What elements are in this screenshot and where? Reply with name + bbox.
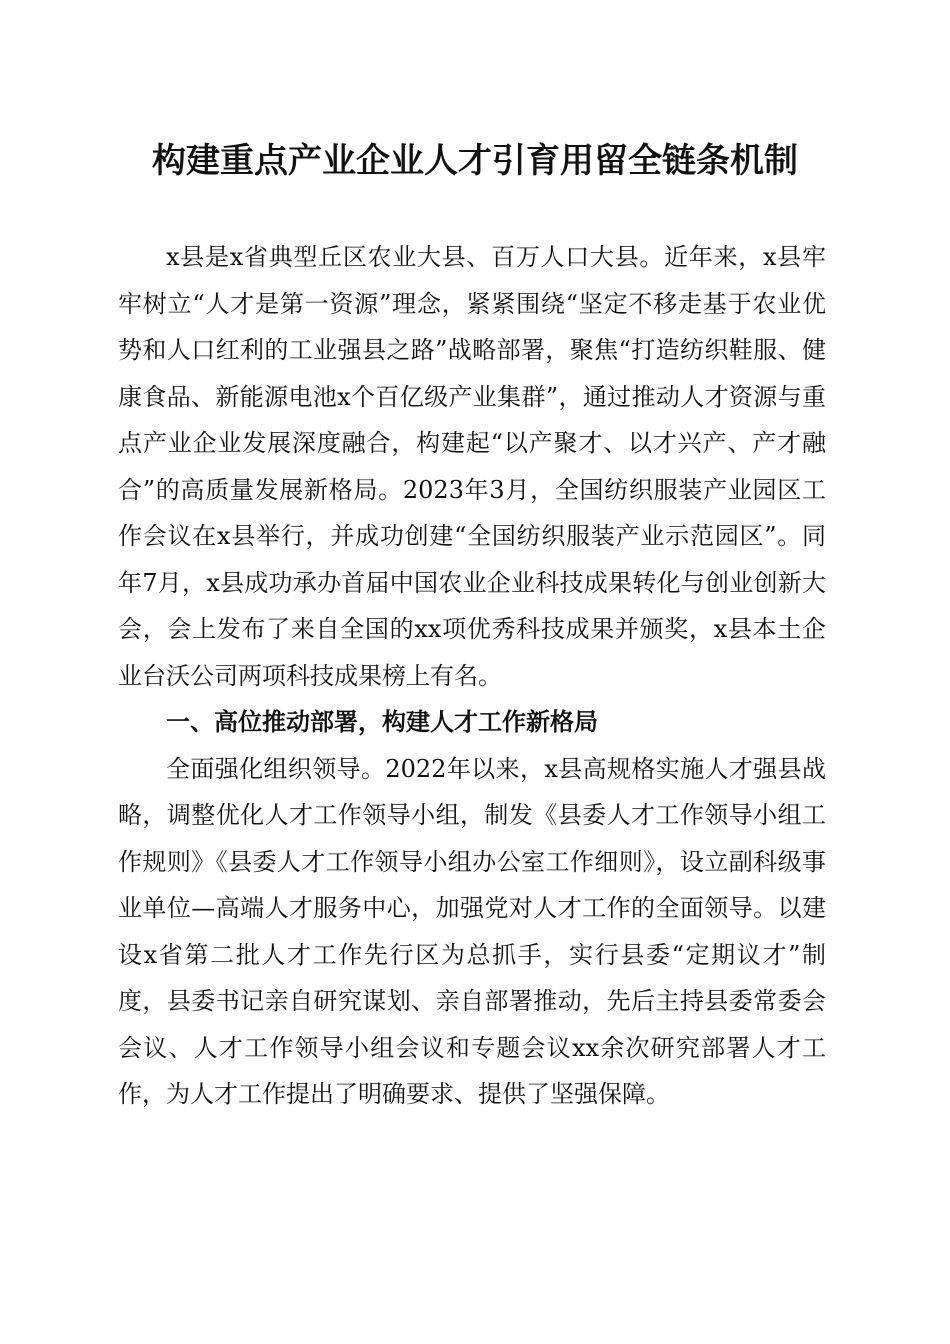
section-paragraph: 全面强化组织领导。2022年以来，x县高规格实施人才强县战略，调整优化人才工作领导小组，制发《县委人才工作领导小组工作规则》《县委人才工作领导小组办公室工作细则》，设立副科级事业单位—高端人才服务中心，加强党对人才工作的全面领导。以建设x省第二批人才工作先行区为总抓手，实行县委“定期议才”制度，县委书记亲自研究谋划、亲自部署推动，先后主持县委常委会会议、人才工作领导小组会议和专题会议xx余次研究部署人才工作，为人才工作提出了明确要求、提供了坚强保障。 [118, 754, 826, 1108]
document-title: 构建重点产业企业人才引育用留全链条机制 [152, 141, 798, 181]
section-heading: 一、高位推动部署，构建人才工作新格局 [166, 708, 598, 736]
intro-paragraph: x县是x省典型丘区农业大县、百万人口大县。近年来，x县牢牢树立“人才是第一资源”理念，紧紧围绕“坚定不移走基于农业优势和人口红利的工业强县之路”战略部署，聚焦“打造纺织鞋服、健康食品、新能源电池x个百亿级产业集群”，通过推动人才资源与重点产业企业发展深度融合，构建起“以产聚才、以才兴产、产才融合”的高质量发展新格局。2023年3月，全国纺织服装产业园区工作会议在x县举行，并成功创建“全国纺织服装产业示范园区”。同年7月，x县成功承办首届中国农业企业科技成果转化与创业创新大会，会上发布了来自全国的xx项优秀科技成果并颁奖，x县本土企业台沃公司两项科技成果榜上有名。 [118, 243, 826, 690]
document-body [118, 234, 826, 1118]
